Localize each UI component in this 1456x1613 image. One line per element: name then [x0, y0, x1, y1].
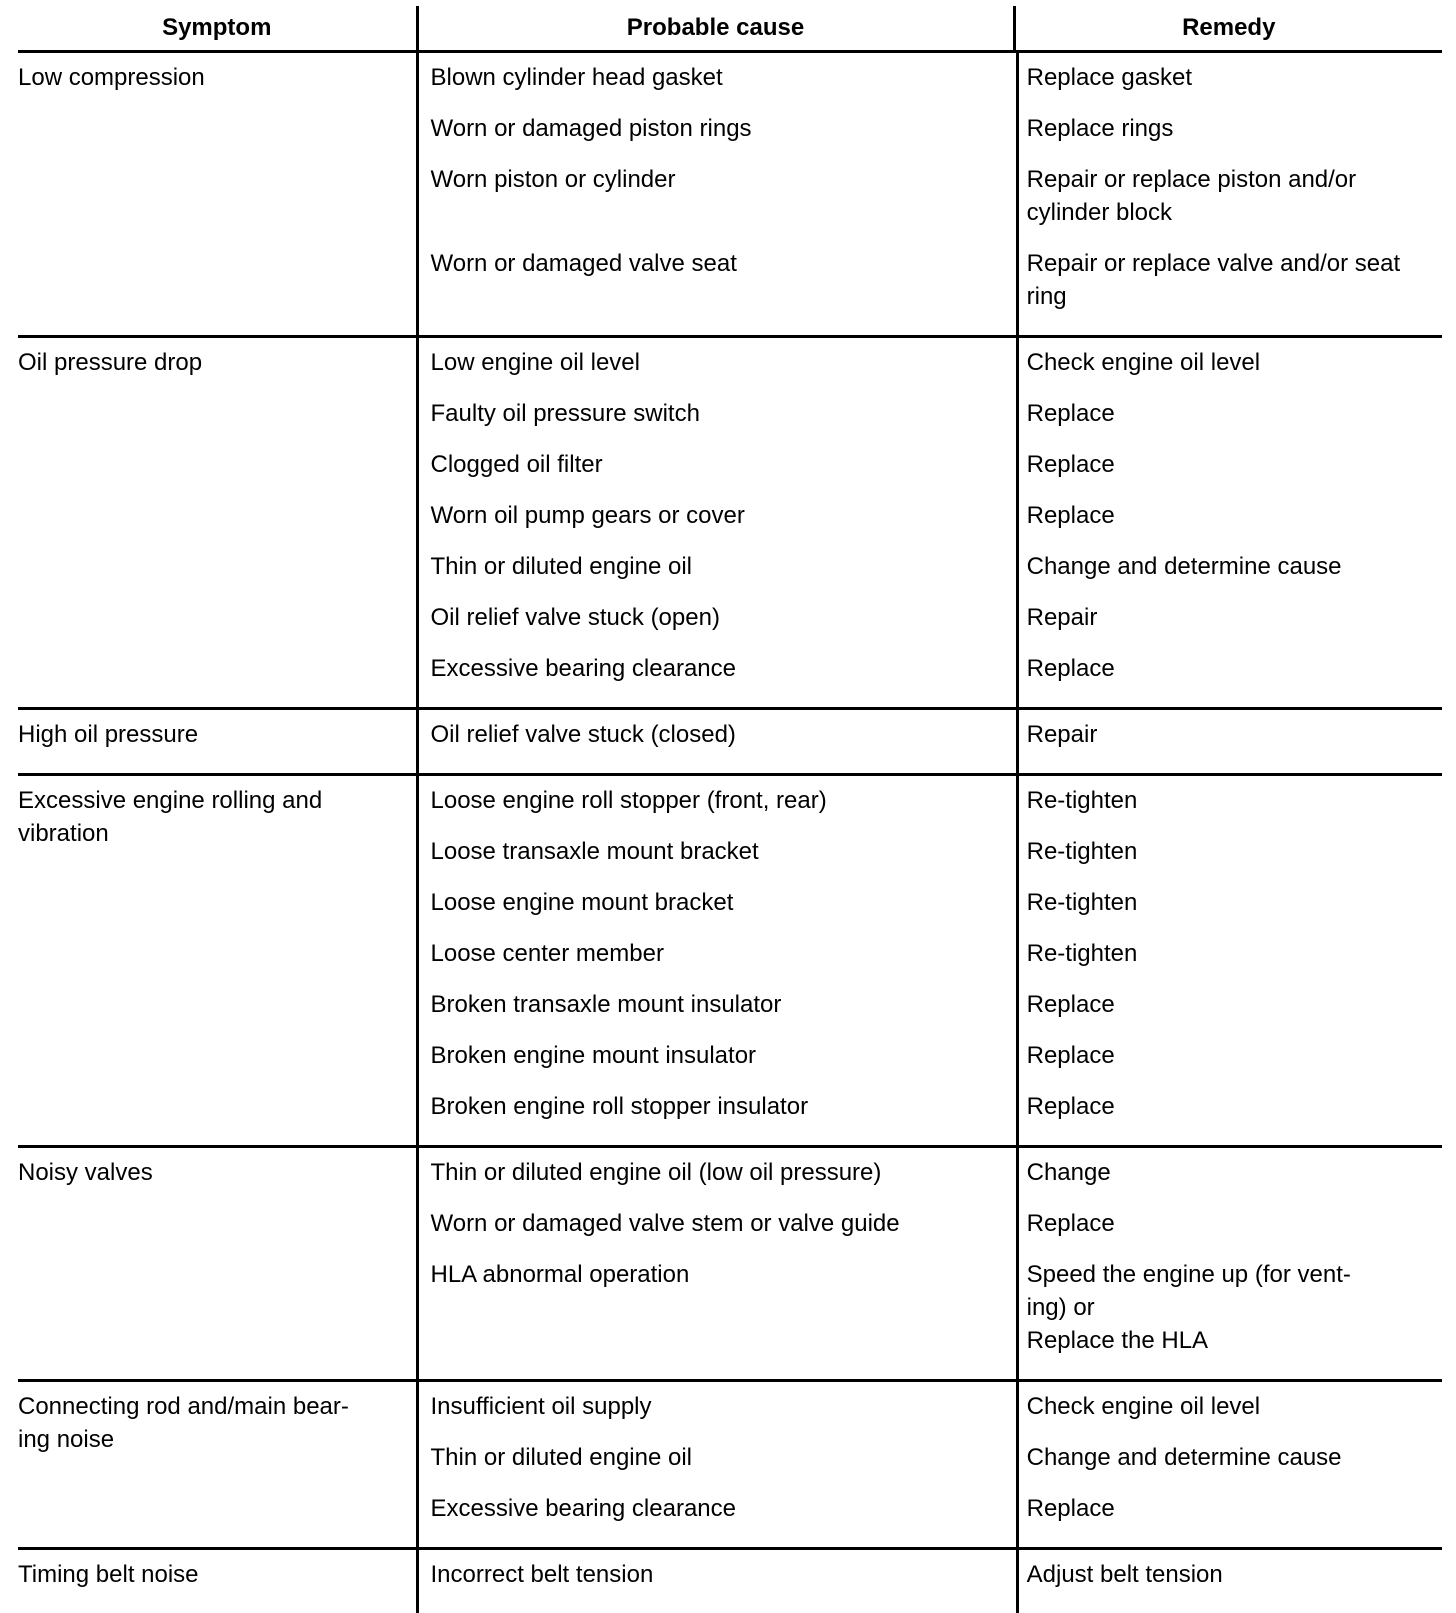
remedy-text: Replace: [1015, 652, 1442, 703]
cause-remedy-cell: [417, 1147, 1442, 1381]
cause-remedy-cell: [417, 1381, 1442, 1549]
cause-remedy-row: [419, 1039, 1443, 1090]
remedy-text: Check engine oil level: [1015, 346, 1442, 397]
symptom-group: [18, 709, 1442, 775]
remedy-text: Replace: [1015, 988, 1442, 1039]
probable-cause-text: Oil relief valve stuck (closed): [419, 718, 1015, 769]
probable-cause-text: Broken engine mount insulator: [419, 1039, 1015, 1090]
cause-remedy-cell: [417, 775, 1442, 1147]
probable-cause-text: Incorrect belt tension: [419, 1558, 1015, 1609]
remedy-text: Change and determine cause: [1015, 1441, 1442, 1492]
symptom-cell: [18, 52, 417, 337]
remedy-text: Repair: [1015, 718, 1442, 769]
remedy-text: Repair: [1015, 601, 1442, 652]
cause-remedy-row: [419, 988, 1443, 1039]
symptom-cell: [18, 775, 417, 1147]
remedy-text: Replace: [1015, 397, 1442, 448]
cause-remedy-row: [419, 346, 1443, 397]
cause-remedy-row: [419, 601, 1443, 652]
column-divider: [1016, 1148, 1019, 1379]
probable-cause-text: Clogged oil filter: [419, 448, 1015, 499]
remedy-text: Replace: [1015, 1207, 1442, 1258]
cause-remedy-row: [419, 886, 1443, 937]
probable-cause-text: Faulty oil pressure switch: [419, 397, 1015, 448]
symptom-group: [18, 775, 1442, 1147]
remedy-text: Replace: [1015, 448, 1442, 499]
probable-cause-text: Loose center member: [419, 937, 1015, 988]
symptom-cell: [18, 1549, 417, 1613]
remedy-text: Replace: [1015, 1492, 1442, 1543]
probable-cause-text: Low engine oil level: [419, 346, 1015, 397]
remedy-text: Adjust belt tension: [1015, 1558, 1442, 1609]
probable-cause-text: Thin or diluted engine oil: [419, 550, 1015, 601]
symptom-text: Connecting rod and/main bear- ing noise: [18, 1390, 408, 1456]
symptom-text: Excessive engine rolling and vibration: [18, 784, 408, 850]
symptom-text: Oil pressure drop: [18, 346, 408, 379]
column-divider: [1016, 338, 1019, 707]
remedy-text: Replace: [1015, 1090, 1442, 1141]
probable-cause-text: Blown cylinder head gasket: [419, 61, 1015, 112]
remedy-text: Speed the engine up (for vent- ing) or Replace the HLA: [1015, 1258, 1442, 1375]
cause-remedy-row: [419, 1390, 1443, 1441]
probable-cause-text: Worn or damaged piston rings: [419, 112, 1015, 163]
remedy-text: Replace: [1015, 499, 1442, 550]
symptom-text: High oil pressure: [18, 718, 408, 751]
probable-cause-text: Oil relief valve stuck (open): [419, 601, 1015, 652]
header-row: [18, 6, 1442, 52]
symptom-text: Noisy valves: [18, 1156, 408, 1189]
symptom-cell: [18, 1381, 417, 1549]
probable-cause-text: Loose transaxle mount bracket: [419, 835, 1015, 886]
cause-remedy-cell: [417, 1549, 1442, 1613]
cause-remedy-row: [419, 112, 1443, 163]
cause-remedy-row: [419, 397, 1443, 448]
probable-cause-text: Worn oil pump gears or cover: [419, 499, 1015, 550]
cause-remedy-cell: [417, 709, 1442, 775]
cause-remedy-row: [419, 784, 1443, 835]
header-probable-cause: Probable cause: [417, 6, 1014, 52]
cause-remedy-row: [419, 1441, 1443, 1492]
cause-remedy-row: [419, 61, 1443, 112]
cause-remedy-row: [419, 1156, 1443, 1207]
symptom-group: [18, 1381, 1442, 1549]
cause-remedy-row: [419, 937, 1443, 988]
remedy-text: Repair or replace piston and/or cylinder block: [1015, 163, 1442, 247]
table-body: [18, 52, 1442, 1613]
remedy-text: Replace: [1015, 1039, 1442, 1090]
probable-cause-text: Worn piston or cylinder: [419, 163, 1015, 247]
remedy-text: Re-tighten: [1015, 784, 1442, 835]
remedy-text: Change: [1015, 1156, 1442, 1207]
cause-remedy-row: [419, 718, 1443, 769]
cause-remedy-cell: [417, 337, 1442, 709]
remedy-text: Replace rings: [1015, 112, 1442, 163]
cause-remedy-row: [419, 1558, 1443, 1609]
probable-cause-text: Thin or diluted engine oil (low oil pressure): [419, 1156, 1015, 1207]
probable-cause-text: Loose engine roll stopper (front, rear): [419, 784, 1015, 835]
probable-cause-text: Broken transaxle mount insulator: [419, 988, 1015, 1039]
cause-remedy-row: [419, 163, 1443, 247]
cause-remedy-row: [419, 247, 1443, 331]
probable-cause-text: Excessive bearing clearance: [419, 652, 1015, 703]
header-symptom: Symptom: [18, 6, 417, 52]
table-header: [18, 6, 1442, 52]
header-remedy: Remedy: [1014, 6, 1442, 52]
cause-remedy-row: [419, 1090, 1443, 1141]
cause-remedy-row: [419, 448, 1443, 499]
symptom-group: [18, 52, 1442, 337]
column-divider: [1016, 53, 1019, 335]
symptom-text: Timing belt noise: [18, 1558, 408, 1591]
probable-cause-text: Loose engine mount bracket: [419, 886, 1015, 937]
remedy-text: Change and determine cause: [1015, 550, 1442, 601]
column-divider: [1016, 1550, 1019, 1613]
probable-cause-text: Excessive bearing clearance: [419, 1492, 1015, 1543]
remedy-text: Replace gasket: [1015, 61, 1442, 112]
column-divider: [1016, 710, 1019, 773]
remedy-text: Re-tighten: [1015, 937, 1442, 988]
symptom-cell: [18, 709, 417, 775]
cause-remedy-row: [419, 499, 1443, 550]
probable-cause-text: Thin or diluted engine oil: [419, 1441, 1015, 1492]
probable-cause-text: Broken engine roll stopper insulator: [419, 1090, 1015, 1141]
symptom-group: [18, 337, 1442, 709]
probable-cause-text: Worn or damaged valve stem or valve guide: [419, 1207, 1015, 1258]
remedy-text: Repair or replace valve and/or seat ring: [1015, 247, 1442, 331]
remedy-text: Re-tighten: [1015, 835, 1442, 886]
column-divider: [1016, 1382, 1019, 1547]
symptom-cell: [18, 337, 417, 709]
probable-cause-text: Worn or damaged valve seat: [419, 247, 1015, 331]
symptom-cell: [18, 1147, 417, 1381]
symptom-group: [18, 1147, 1442, 1381]
cause-remedy-row: [419, 550, 1443, 601]
column-divider: [1016, 776, 1019, 1145]
cause-remedy-cell: [417, 52, 1442, 337]
symptom-text: Low compression: [18, 61, 408, 94]
cause-remedy-row: [419, 1492, 1443, 1543]
troubleshooting-table: [18, 6, 1442, 1613]
cause-remedy-row: [419, 652, 1443, 703]
remedy-text: Check engine oil level: [1015, 1390, 1442, 1441]
remedy-text: Re-tighten: [1015, 886, 1442, 937]
cause-remedy-row: [419, 1258, 1443, 1375]
cause-remedy-row: [419, 1207, 1443, 1258]
probable-cause-text: Insufficient oil supply: [419, 1390, 1015, 1441]
symptom-group: [18, 1549, 1442, 1613]
cause-remedy-row: [419, 835, 1443, 886]
probable-cause-text: HLA abnormal operation: [419, 1258, 1015, 1375]
